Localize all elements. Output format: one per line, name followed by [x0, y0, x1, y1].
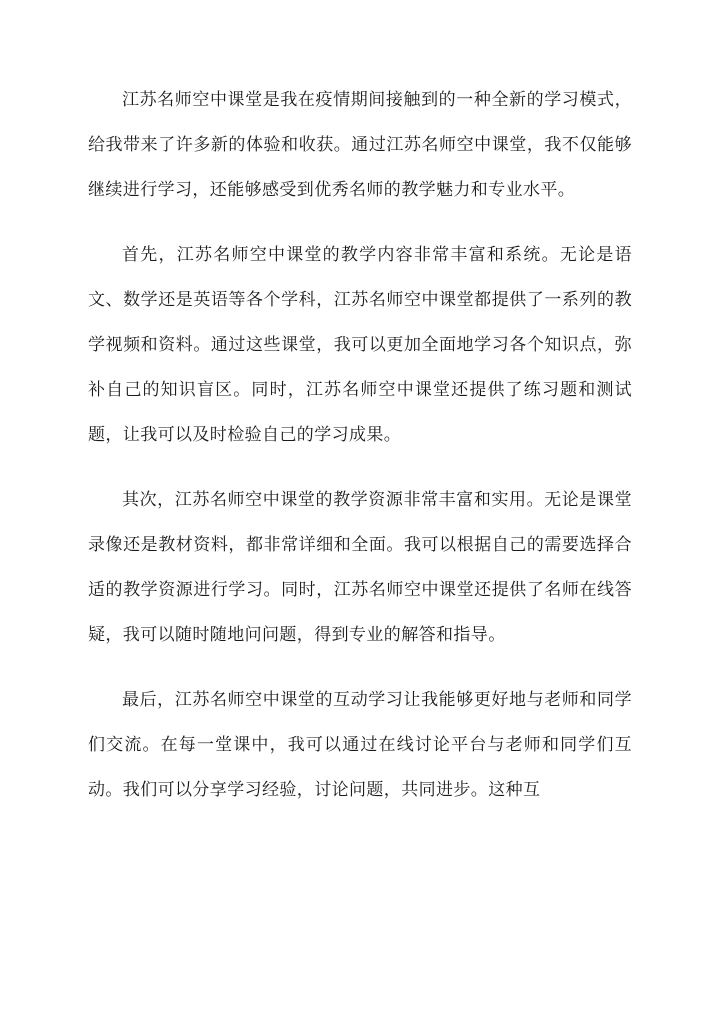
document-body [88, 78, 632, 833]
paragraph-second: 其次，江苏名师空中课堂的教学资源非常丰富和实用。无论是课堂录像还是教材资料，都非常详细和全面。我可以根据自己的需要选择合适的教学资源进行学习。同时，江苏名师空中课堂还提供了名师在线答疑，我可以随时随地问问题，得到专业的解答和指导。 [88, 490, 632, 645]
paragraph-first: 首先，江苏名师空中课堂的教学内容非常丰富和系统。无论是语文、数学还是英语等各个学科，江苏名师空中课堂都提供了一系列的教学视频和资料。通过这些课堂，我可以更加全面地学习各个知识点，弥补自己的知识盲区。同时，江苏名师空中课堂还提供了练习题和测试题，让我可以及时检验自己的学习成果。 [88, 245, 632, 445]
paragraph-intro: 江苏名师空中课堂是我在疫情期间接触到的一种全新的学习模式，给我带来了许多新的体验和收获。通过江苏名师空中课堂，我不仅能够继续进行学习，还能够感受到优秀名师的教学魅力和专业水平。 [88, 90, 632, 200]
paragraph-last: 最后，江苏名师空中课堂的互动学习让我能够更好地与老师和同学们交流。在每一堂课中，我可以通过在线讨论平台与老师和同学们互动。我们可以分享学习经验，讨论问题，共同进步。这种互 [88, 690, 632, 800]
